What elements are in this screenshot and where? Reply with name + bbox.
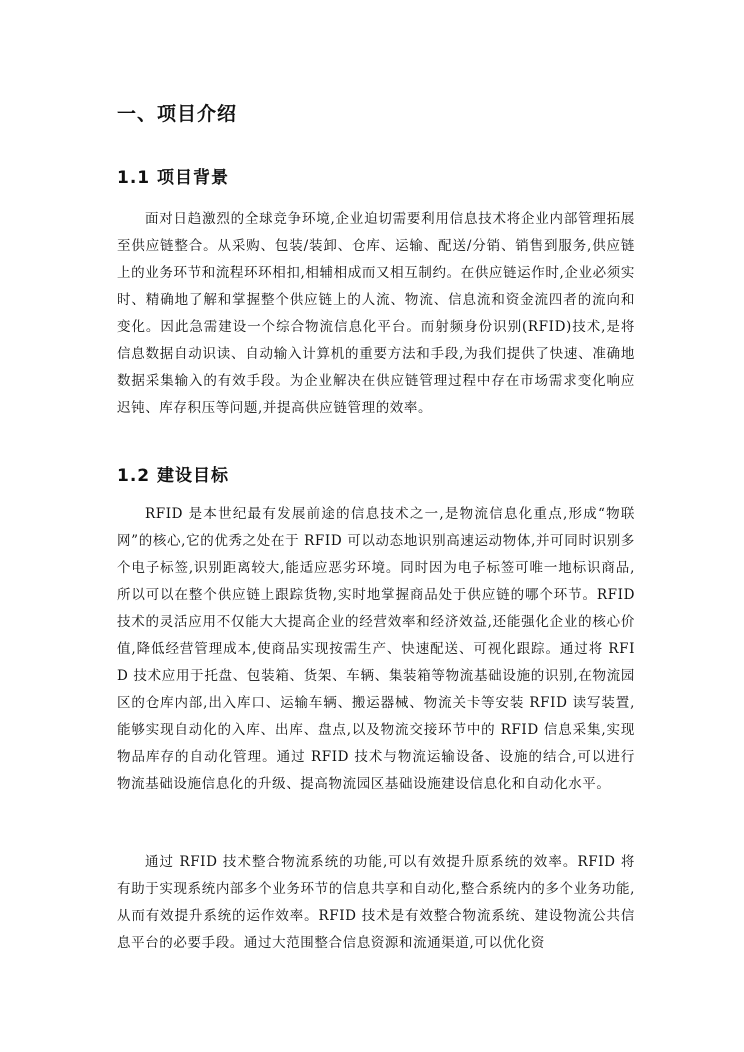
main-heading: 一、项目介绍 bbox=[117, 103, 238, 125]
section-heading-background: 1.1 项目背景 bbox=[117, 168, 230, 188]
background-paragraph: 面对日趋激烈的全球竞争环境,企业迫切需要利用信息技术将企业内部管理拓展至供应链整合。从采购、包装/装卸、仓库、运输、配送/分销、销售到服务,供应链上的业务环节和流程环环相扣,相辅相成而又相互制约。在供应链运作时,企业必须实时、精确地了解和掌握整个供应链上的人流、物流、信息流和资金流四者的流向和变化。因此急需建设一个综合物流信息化平台。而射频身份识别(RFID)技术,是将信息数据自动识读、自动输入计算机的重要方法和手段,为我们提供了快速、准确地数据采集输入的有效手段。为企业解决在供应链管理过程中存在市场需求变化响应迟钝、库存积压等问题,并提高供应链管理的效率。 bbox=[117, 211, 635, 416]
section-heading-goals: 1.2 建设目标 bbox=[117, 466, 230, 486]
goals-paragraph-1: RFID 是本世纪最有发展前途的信息技术之一,是物流信息化重点,形成“物联网”的核心,它的优秀之处在于 RFID 可以动态地识别高速运动物体,并可同时识别多个电子标签,识别距离较大,能适应恶劣环境。同时因为电子标签可唯一地标识商品,所以可以在整个供应链上跟踪货物,实时地掌握商品处于供应链的哪个环节。RFID 技术的灵活应用不仅能大大提高企业的经营效率和经济效益,还能强化企业的核心价值,降低经营管理成本,使商品实现按需生产、快速配送、可视化跟踪。通过将 RFID 技术应用于托盘、包装箱、货架、车辆、集装箱等物流基础设施的识别,在物流园区的仓库内部,出入库口、运输车辆、搬运器械、物流关卡等安装 RFID 读写装置,能够实现自动化的入库、出库、盘点,以及物流交接环节中的 RFID 信息采集,实现物品库存的自动化管理。通过 RFID 技术与物流运输设备、设施的结合,可以进行物流基础设施信息化的升级、提高物流园区基础设施建设信息化和自动化水平。 bbox=[117, 506, 635, 792]
goals-paragraph-2: 通过 RFID 技术整合物流系统的功能,可以有效提升原系统的效率。RFID 将有助于实现系统内部多个业务环节的信息共享和自动化,整合系统内的多个业务功能,从而有效提升系统的运作效率。RFID 技术是有效整合物流系统、建设物流公共信息平台的必要手段。通过大范围整合信息资源和流通渠道,可以优化资 bbox=[117, 854, 635, 951]
